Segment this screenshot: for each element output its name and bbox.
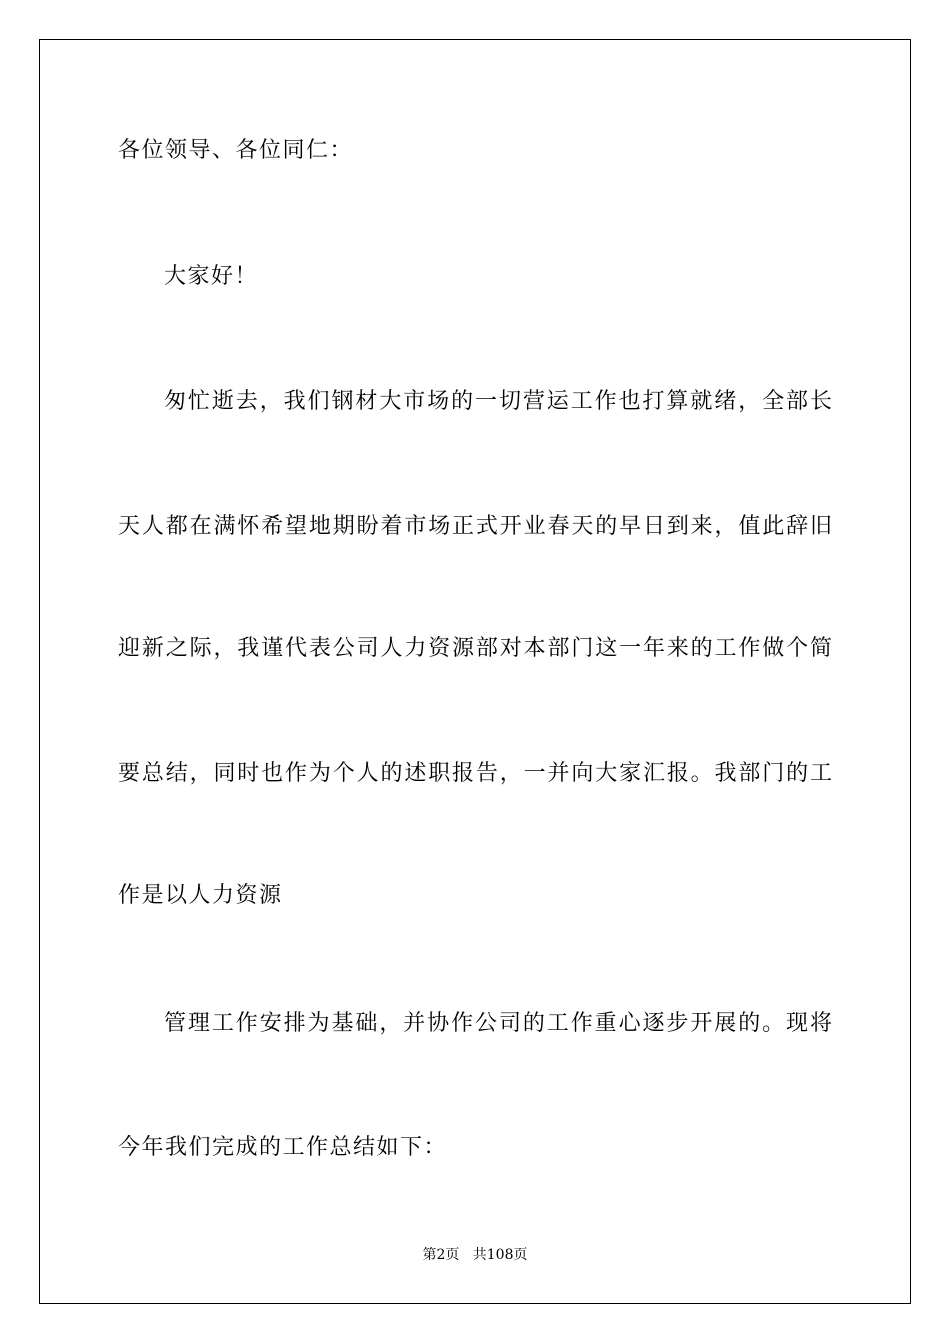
page-footer [0, 1246, 950, 1264]
body-line-1: 匆忙逝去，我们钢材大市场的一切营运工作也打算就绪，全部长 [164, 389, 832, 414]
footer-spacer [459, 1247, 472, 1263]
salutation-line: 各位领导、各位同仁： [118, 138, 354, 163]
total-pages: 共108页 [472, 1247, 528, 1263]
greeting-line: 大家好！ [164, 264, 259, 289]
body-line-5: 作是以人力资源 [118, 883, 283, 908]
body-line-3: 迎新之际，我谨代表公司人力资源部对本部门这一年来的工作做个简 [118, 636, 832, 661]
body-line-4: 要总结，同时也作为个人的述职报告，一并向大家汇报。我部门的工 [118, 761, 832, 786]
page-border [39, 39, 911, 1304]
body-line-6: 管理工作安排为基础，并协作公司的工作重心逐步开展的。现将 [164, 1011, 832, 1036]
page-number: 第2页 [422, 1247, 460, 1263]
body-line-7: 今年我们完成的工作总结如下： [118, 1135, 448, 1160]
body-line-2: 天人都在满怀希望地期盼着市场正式开业春天的早日到来，值此辞旧 [118, 514, 832, 539]
